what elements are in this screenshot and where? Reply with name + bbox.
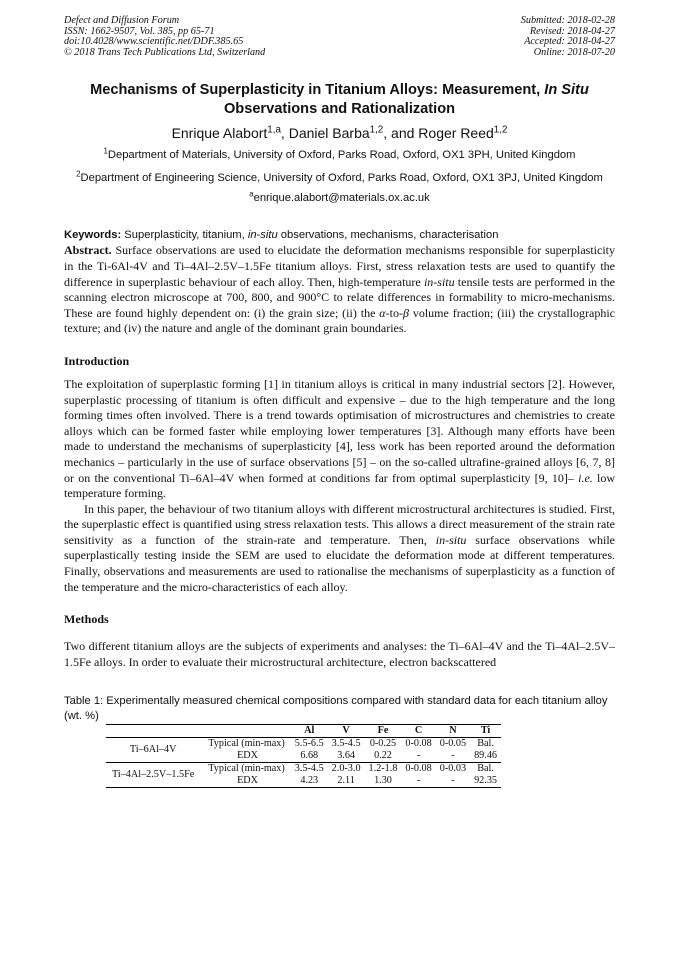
author-list: Enrique Alabort$^{1,a}$, Daniel Barba$^{1,2}$, and Roger Reed$^{1,2}$ bbox=[171, 124, 508, 142]
submitted-date: Submitted: 2018-02-28 bbox=[520, 15, 615, 26]
online-date: Online: 2018-07-20 bbox=[533, 46, 615, 58]
section-heading-methods: Methods bbox=[64, 612, 109, 627]
intro-paragraph-2: In this paper, the behaviour of two titanium alloys with different microstructural architectures is studied. First, the superplastic effect is quantified using stress relaxation tests. This allows a direct measurement of the strain rate sensitivity as a function of the strain-rate and temperature. Then, in-situ surface observations while superplastically testing inside the SEM are used to elucidate the deformation mode at different temperatures. Finally, observations and measurements are used to rationalise the mechanisms of superplasticity as a function of the temperature and the micro-characteristics of each alloy. bbox=[64, 501, 615, 594]
table-cell: 0-0.05 bbox=[439, 738, 467, 750]
column-header: N bbox=[449, 725, 457, 737]
journal-header bbox=[64, 16, 615, 58]
table-cell: 0.22 bbox=[374, 750, 392, 762]
table-caption: Table 1: Experimentally measured chemical compositions compared with standard data for each titanium alloy (wt. %) bbox=[64, 695, 608, 723]
table-cell: 0-0.08 bbox=[405, 738, 432, 750]
author-name: Daniel Barba bbox=[288, 125, 370, 142]
column-header: C bbox=[414, 725, 423, 737]
table-cell: - bbox=[451, 750, 455, 762]
alloy-name: Ti–4Al–2.5V–1.5Fe bbox=[112, 769, 195, 781]
table-header-row bbox=[106, 725, 501, 738]
column-header: Ti bbox=[480, 725, 491, 737]
table-cell: 2.11 bbox=[337, 775, 355, 787]
author-email: $^a$enrique.alabort@materials.ox.ac.uk bbox=[249, 189, 430, 205]
author-name: Roger Reed bbox=[418, 125, 494, 142]
table-cell: 0-0.03 bbox=[439, 763, 467, 775]
row-type: EDX bbox=[237, 750, 258, 762]
abstract: Abstract. Surface observations are used to elucidate the deformation mechanisms responsible for superplasticity in the Ti-6Al-4V and Ti–4Al–2.5V–1.5Fe titanium alloys. First, stress relaxation tests are used to quantify the difference in superplastic behaviour of each alloy. Then, high-temperature in-situ tensile tests are performed in the scanning electron microscope at 700, 800, and 900°C to relate differences in formability to micro-mechanisms. These are found highly dependent on: (i) the grain size; (ii) the α-to-β volume fraction; (iii) the crystallographic texture; and (iv) the nature and angle of the dominant grain boundaries. bbox=[64, 243, 615, 336]
affiliation-1: $^1$Department of Materials, University of Oxford, Parks Road, Oxford, OX1 3PH, United Kingdom bbox=[103, 146, 576, 162]
table-cell: 4.23 bbox=[300, 775, 319, 787]
table-cell: 3.64 bbox=[337, 750, 356, 762]
table-cell: 3.5-4.5 bbox=[294, 763, 324, 775]
row-type: EDX bbox=[237, 775, 258, 787]
section-heading-introduction: Introduction bbox=[64, 353, 130, 368]
methods-paragraph: Two different titanium alloys are the subjects of experiments and analyses: the Ti–6Al–4V and the Ti–4Al–2.5V–1.5Fe alloys. In order to evaluate their microstructural architecture, electron backscattered bbox=[64, 639, 615, 669]
paper-title: Mechanisms of Superplasticity in Titanium Alloys: Measurement, In Situ Observations and Rationalization bbox=[90, 82, 589, 118]
dates-info bbox=[521, 16, 615, 58]
table-cell: - bbox=[416, 775, 421, 787]
journal-name: Defect and Diffusion Forum bbox=[64, 15, 180, 26]
table-cell: 1.2-1.8 bbox=[368, 763, 398, 775]
table-cell: 0-0.25 bbox=[369, 738, 397, 750]
column-header: Al bbox=[304, 725, 315, 737]
doi: doi:10.4028/www.scientific.net/DDF.385.65 bbox=[64, 36, 244, 48]
table-row bbox=[106, 738, 501, 751]
author-name: Enrique Alabort bbox=[171, 125, 268, 142]
issn: ISSN: 1662-9507, Vol. 385, pp 65-71 bbox=[64, 25, 215, 37]
table-cell: - bbox=[451, 775, 455, 787]
keywords: Keywords: Superplasticity, titanium, in-situ observations, mechanisms, characterisation bbox=[64, 229, 499, 242]
column-header: V bbox=[342, 725, 350, 737]
table-cell: 89.46 bbox=[474, 750, 497, 762]
table-cell: 92.35 bbox=[474, 775, 497, 787]
row-type: Typical (min-max) bbox=[208, 738, 285, 750]
table-row bbox=[106, 763, 501, 776]
table-cell: 6.68 bbox=[300, 750, 319, 762]
table-cell: - bbox=[416, 750, 421, 762]
table-cell: 5.5-6.5 bbox=[294, 738, 324, 750]
copyright: © 2018 Trans Tech Publications Ltd, Switzerland bbox=[64, 46, 266, 58]
table-cell: 3.5-4.5 bbox=[331, 738, 361, 750]
table-cell: 2.0-3.0 bbox=[331, 763, 361, 775]
affiliation-2: $^2$Department of Engineering Science, University of Oxford, Parks Road, Oxford, OX1 3PJ, United Kingdom bbox=[76, 169, 603, 185]
row-type: Typical (min-max) bbox=[208, 763, 285, 775]
intro-paragraph-1: The exploitation of superplastic forming [1] in titanium alloys is critical in many industrial sectors [2]. However, superplastic processing of titanium is often difficult and expensive – due to the high temperature and the long forming times often involved. There is a trend towards optimisation of microstructures and chemistries to create alloys which can be formed faster while employing lower temperatures [3]. Although many efforts have been made to understand the mechanisms of superplasticity [4], less work has been reported around the deformation mechanics – particularly in the use of surface observations [5] – on the so-called ultrafine-grained alloys [6, 7, 8] or on the conventional Ti–6Al–4V when formed at conditions far from optimal superplasticity [9, 10]– i.e. low temperature forming. bbox=[64, 376, 616, 501]
column-header: Fe bbox=[377, 725, 389, 737]
accepted-date: Accepted: 2018-04-27 bbox=[524, 36, 615, 48]
table-cell: Bal. bbox=[477, 763, 494, 775]
table-cell: 0-0.08 bbox=[405, 763, 432, 775]
paper-page bbox=[64, 16, 615, 788]
alloy-name: Ti–6Al–4V bbox=[129, 744, 177, 756]
journal-info bbox=[64, 16, 265, 58]
composition-table bbox=[106, 724, 501, 788]
revised-date: Revised: 2018-04-27 bbox=[529, 25, 615, 37]
table-cell: 1.30 bbox=[374, 775, 392, 787]
table-cell: Bal. bbox=[477, 738, 494, 750]
